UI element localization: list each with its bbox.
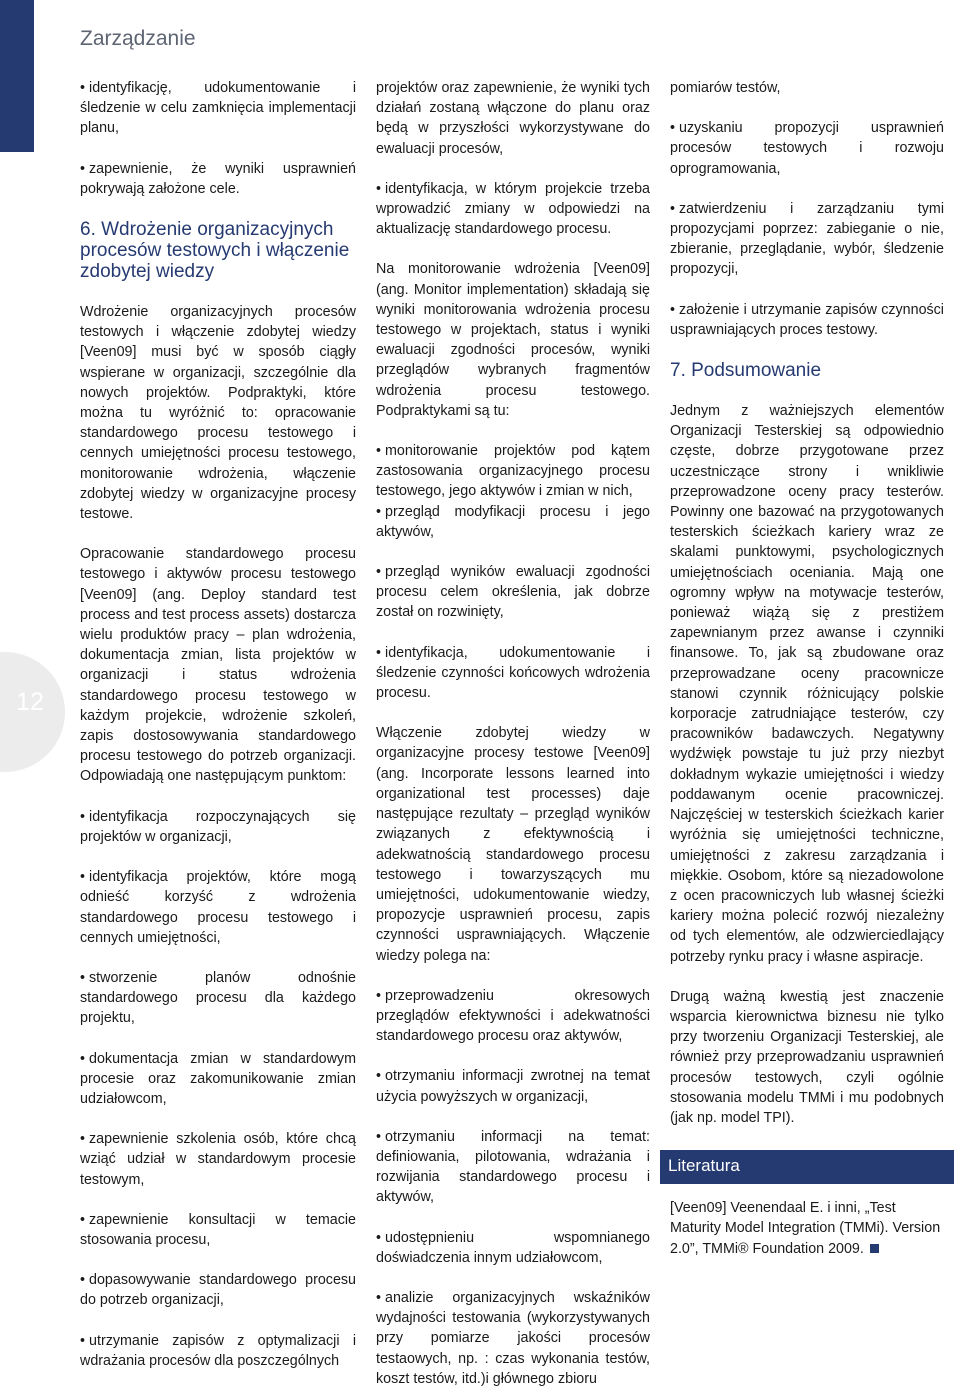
bullet-list [376,986,650,1389]
bullet-list [376,441,650,703]
paragraph: Opracowanie standardowego procesu testowego i aktywów procesu testowego [Veen09] (ang. Deploy standard test process and test process assets) dostarcza wielu produktów pracy – plan wdrożenia, dokumentacja zmian, lista projektów w organizacji i status wdrożenia standardowego procesu testowego w każdym projekcie, wdrożenie szkoleń, zapis dostosowywania standardowego procesu testowego do potrzeb organizacji. Odpowiadają one następującym punktom: [80,546,356,785]
list-item: • utrzymanie zapisów z optymalizacji i wdrażania procesów dla poszczególnych [80,1332,356,1369]
paragraph: Jednym z ważniejszych elementów Organizacji Testerskiej są odpowiednio częste, dobrze przygotowane przez uczestniczące strony i wnikliwie przeprowadzone oceny pracy testerów. Powinny one bazować na przygotowanych testerskich ścieżkach kariery wraz ze skalami punktowymi, psychologicznych umiejętnościach oceniania. Mają one ogromny wpływ na motywacje testerów, ponieważ wiążą się z prestiżem zapewnianym przez awanse i czynniki finansowe. To, jak są zbudowane oraz przeprowadzane oceny pracownicze stanowi czynnik różnicujący polskie korporacje zatrudniające testerów, czy pracowników badawczych. Negatywny wydźwięk powstaje tu już przy niezbyt dokładnym wykazie umiejętności i wiedzy poddawanym ocenie pracowniczej. Najczęściej w testerskich ścieżkach karier wyróżnia się umiejętności techniczne, umiejętności z zakresu zarządzania i miękkie. Osobom, które są niezadowolone z ocen pracowniczych lub własnej ścieżki kariery można polecić rozwój niezależny od tych elementów, ale odzwierciedlający potrzeby rynku pracy i własne aspiracje. [670,403,944,965]
reference-entry: [Veen09] Veenendaal E. i inni, „Test Maturity Model Integration (TMMi). Version 2.0”, TMMi® Foundation 2009. [670,1200,941,1257]
bullet-list [376,179,650,240]
paragraph: Wdrożenie organizacyjnych procesów testowych i włączenie zdobytej wiedzy [Veen09] musi być w sposób ciągły wspierane w organizacji, szczególnie dla nowych projektów. Podpraktyki, które można tu wyróżnić to: opracowanie standardowego procesu testowego i cennych umiejętności procesu testowego, monitorowanie wdrożenia, włączenie zdobytej wiedzy w organizacyjne procesy testowe. [80,304,356,523]
list-item: • otrzymaniu informacji na temat: definiowania, pilotowania, wdrażania i rozwijania standardowego procesu i aktywów, [376,1128,650,1206]
list-item: • uzyskaniu propozycji usprawnień procesów testowych i rozwoju oprogramowania, [670,120,944,177]
list-item: • dokumentacja zmian w standardowym procesie oraz zakomunikowanie zmian udziałowcom, [80,1050,356,1107]
list-item: • monitorowanie projektów pod kątem zastosowania organizacyjnego procesu testowego, jego aktywów i zmian w nich, [376,443,650,500]
bullet-list [670,118,944,340]
page-number: 12 [16,688,44,716]
list-item: • dopasowywanie standardowego procesu do potrzeb organizacji, [80,1272,356,1309]
bullet-list [80,807,356,1371]
paragraph: Drugą ważną kwestią jest znaczenie wsparcia kierownictwa biznesu nie tylko przy tworzeniu Organizacji Testerskiej, ale również przy przeprowadzaniu usprawnień procesów testowych, czyli ogólnie stosowania modelu TMMi i mu podobnych (jak np. model TPI). [670,988,944,1126]
list-item: • zapewnienie szkolenia osób, które chcą wziąć udział w standardowym procesie testowym, [80,1131,356,1188]
paragraph: Włączenie zdobytej wiedzy w organizacyjne procesy testowe [Veen09] (ang. Incorporate lessons learned into organizational test processes) daje następujące rezultaty – przegląd wyników związanych z efektywnością i adekwatnością standardowego procesu testowego i towarzyszących mu umiejętności, udokumentowanie wiedzy, propozycje usprawnień procesu, zapis czynności usprawniających. Włączenie wiedzy polega na: [376,725,650,964]
section-title: Zarządzanie [80,27,196,50]
section-heading-7: 7. Podsumowanie [670,360,822,382]
column-1 [80,78,356,1371]
column-2 [376,78,650,1389]
list-item: • przegląd wyników ewaluacji zgodności procesu celem określenia, jak dobrze został on rozwinięty, [376,564,650,621]
literature-heading: Literatura [660,1150,954,1184]
list-item: • stworzenie planów odnośnie standardowego procesu dla każdego projektu, [80,969,356,1027]
list-item: • udostępnieniu wspomnianego doświadczenia innym udziałowcom, [376,1229,650,1266]
bullet-list [80,78,356,199]
list-item: • zatwierdzeniu i zarządzaniu tymi propozycjami poprzez: zabieganie o nie, zbieranie, przeglądanie, wybór, śledzenie propozycji, [670,200,944,278]
paragraph-continued: projektów oraz zapewnienie, że wyniki tych działań zostaną włączone do planu oraz będą w przyszłości wykorzystywane do ewaluacji procesów, [376,80,650,157]
list-item: • założenie i utrzymanie zapisów czynności usprawniających proces testowy. [670,301,944,338]
list-item: • otrzymaniu informacji zwrotnej na temat użycia powyższych w organizacji, [376,1068,650,1105]
list-item: • identyfikacja rozpoczynających się projektów w organizacji, [80,808,356,845]
list-item: • zapewnienie, że wyniki usprawnień pokrywają założone cele. [80,160,356,197]
list-item: • przeprowadzeniu okresowych przeglądów efektywności i adekwatności standardowego procesu oraz aktywów, [376,987,650,1045]
list-item: • identyfikacja projektów, które mogą odnieść korzyść z wdrożenia standardowego procesu testowego i cennych umiejętności, [80,869,356,946]
section-heading-6: 6. Wdrożenie organizacyjnych procesów testowych i włączenie zdobytej wiedzy [80,219,350,283]
list-item: • przegląd modyfikacji procesu i jego aktywów, [376,503,650,540]
list-item: • zapewnienie konsultacji w temacie stosowania procesu, [80,1211,356,1248]
column-3 [670,78,944,1279]
paragraph: Na monitorowanie wdrożenia [Veen09] (ang. Monitor implementation) składają się wyniki monitorowania wdrożenia procesu testowego w projektach, status i wyniki ewaluacji zgodności procesów, wyniki przeglądów wybranych fragmentów wdrożenia procesu testowego. Podpraktykami są tu: [376,261,650,419]
list-item: • identyfikacja, w którym projekcie trzeba wprowadzić zmiany w odpowiedzi na aktualizację standardowego procesu. [376,180,650,238]
list-item: • identyfikację, udokumentowanie i śledzenie w celu zamknięcia implementacji planu, [80,80,356,137]
list-item: • analizie organizacyjnych wskaźników wydajności testowania (wykorzystywanych przy pomiarze jakości procesów testaowych, np. : czas wykonania testów, koszt testów, itd.)i głównego zbioru [376,1289,650,1387]
side-color-bar [0,0,34,152]
paragraph-continued: pomiarów testów, [670,80,781,96]
end-mark-icon [870,1244,879,1253]
list-item: • identyfikacja, udokumentowanie i śledzenie czynności końcowych wdrożenia procesu. [376,644,650,702]
